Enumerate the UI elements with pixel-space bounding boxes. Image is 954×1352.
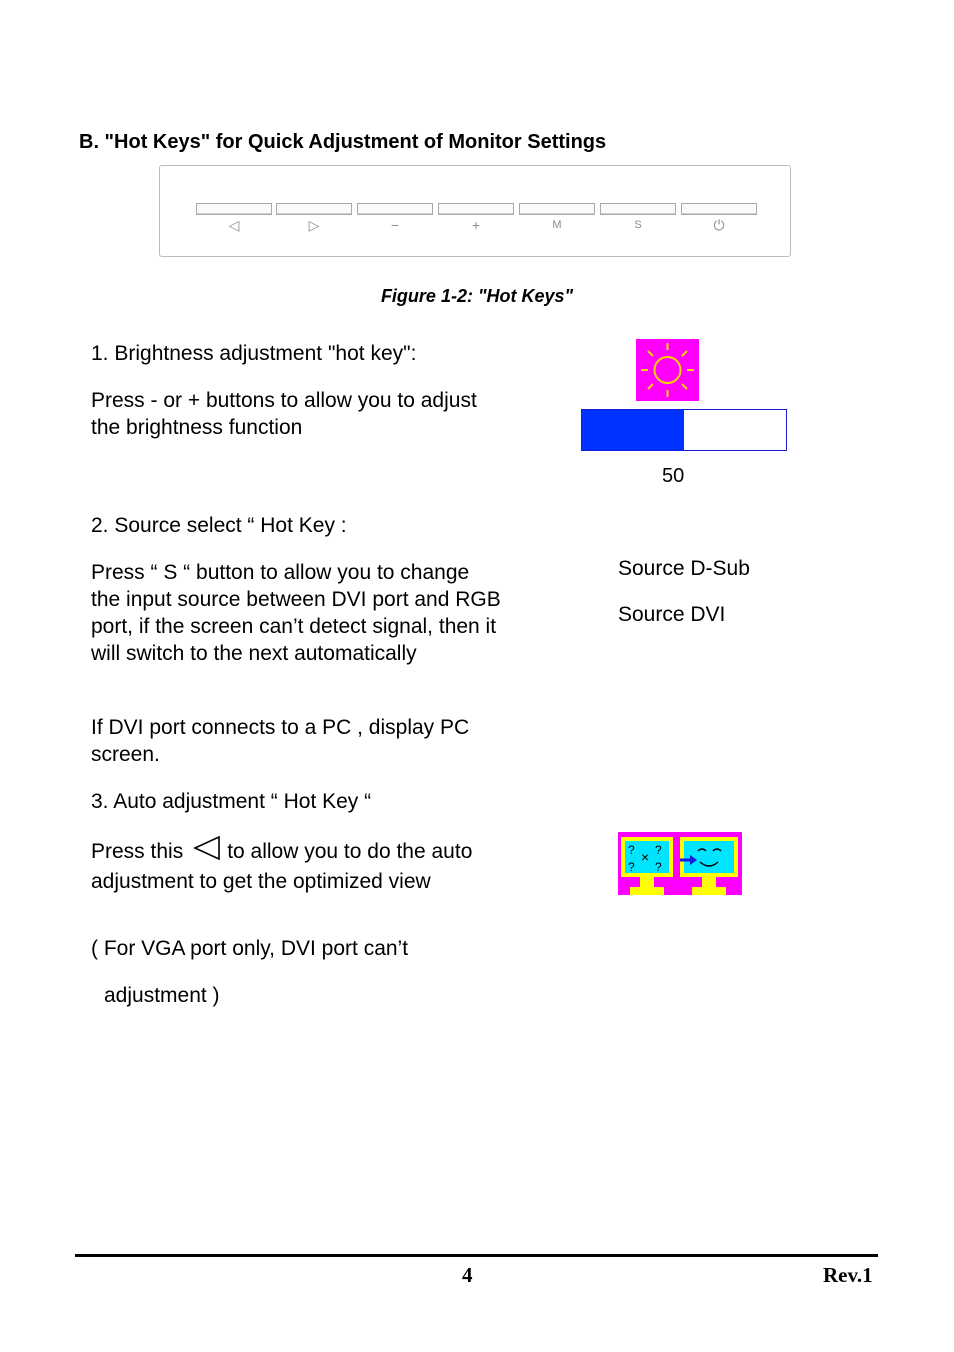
auto-title: 3. Auto adjustment “ Hot Key “ — [91, 790, 372, 813]
hotkey-menu — [519, 203, 595, 237]
plus-icon: + — [471, 217, 481, 233]
hotkey-power — [681, 203, 757, 237]
footer-rule — [75, 1254, 878, 1257]
hotkey-right — [276, 203, 352, 237]
hotkey-plus — [438, 203, 514, 237]
minus-icon: − — [390, 217, 400, 233]
auto-body-start: Press this — [91, 840, 184, 863]
auto-adjust-icon — [618, 832, 742, 895]
auto-body-end: to allow you to do the auto adjustment to get the optimized view — [91, 840, 473, 893]
right-triangle-icon: ▷ — [308, 217, 320, 233]
auto-note-2: adjustment ) — [104, 984, 220, 1007]
brightness-level-bar — [581, 409, 787, 451]
source-body: Press “ S “ button to allow you to change the input source between DVI port and RGB port, if the screen can’t detect signal, then it will switch to the next automatically — [91, 561, 501, 665]
source-option-dvi: Source DVI — [618, 603, 726, 626]
brightness-body: Press - or + buttons to allow you to adjust the brightness function — [91, 389, 477, 439]
left-triangle-icon — [193, 835, 221, 868]
svg-text:?: ? — [628, 843, 635, 857]
brightness-title: 1. Brightness adjustment "hot key": — [91, 342, 417, 365]
source-icon: S — [634, 219, 642, 231]
auto-note-1: ( For VGA port only, DVI port can’t — [91, 937, 409, 960]
auto-body — [91, 835, 491, 895]
hotkey-left — [196, 203, 272, 237]
source-note: If DVI port connects to a PC , display PC screen. — [91, 716, 470, 766]
svg-text:?: ? — [655, 860, 662, 874]
svg-text:?: ? — [655, 843, 662, 857]
svg-text:?: ? — [628, 860, 635, 874]
page-number: 4 — [462, 1263, 473, 1287]
hotkey-source — [600, 203, 676, 237]
brightness-value: 50 — [662, 465, 685, 487]
power-icon: ⏻ — [713, 217, 725, 233]
source-option-dsub: Source D-Sub — [618, 557, 750, 580]
figure-caption: Figure 1-2: "Hot Keys" — [380, 286, 574, 306]
section-heading: B. "Hot Keys" for Quick Adjustment of Monitor Settings — [79, 131, 607, 153]
svg-text:×: × — [641, 849, 650, 865]
left-triangle-icon: ◁ — [228, 217, 240, 233]
brightness-level-fill — [582, 410, 684, 450]
source-title: 2. Source select “ Hot Key : — [91, 514, 347, 537]
hotkey-row — [196, 203, 757, 237]
revision-label: Rev.1 — [823, 1263, 873, 1287]
menu-icon: M — [552, 219, 562, 231]
hotkey-minus — [357, 203, 433, 237]
brightness-sun-icon — [636, 339, 699, 401]
